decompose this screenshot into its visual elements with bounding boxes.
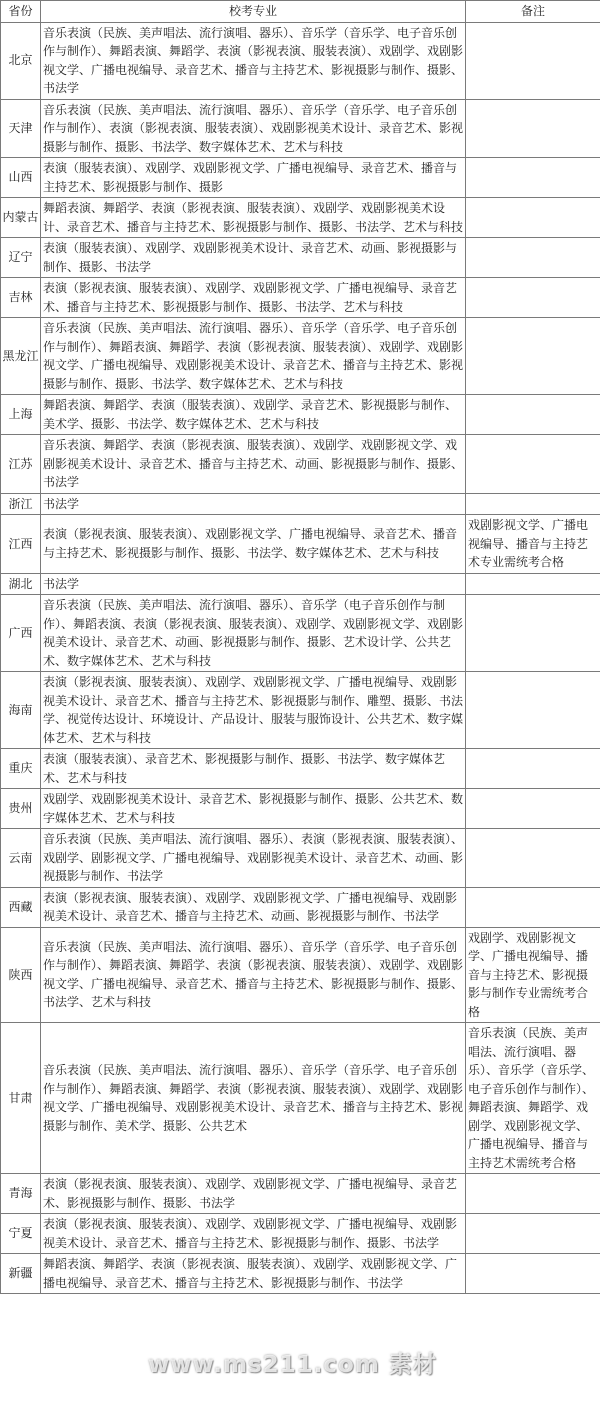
table-row: [1, 829, 600, 888]
province-cell: 宁夏: [1, 1214, 41, 1254]
table-row: [1, 99, 600, 158]
majors-cell: 书法学: [41, 573, 466, 595]
remarks-cell: [466, 1214, 600, 1254]
header-remarks: 备注: [466, 1, 600, 23]
majors-cell: 音乐表演（民族、美声唱法、流行演唱、器乐）、音乐学（音乐学、电子音乐创作与制作）、舞蹈表演、舞蹈学、表演（影视表演、服装表演）、戏剧学、戏剧影视文学、广播电视编导、戏剧影视美术设计、录音艺术、播音与主持艺术、影视摄影与制作、美术学、摄影、公共艺术: [41, 1023, 466, 1174]
province-cell: 陕西: [1, 927, 41, 1023]
table-row: [1, 927, 600, 1023]
province-cell: 天津: [1, 99, 41, 158]
remarks-cell: 戏剧学、戏剧影视文学、广播电视编导、播音与主持艺术、影视摄影与制作专业需统考合格: [466, 927, 600, 1023]
remarks-cell: [466, 435, 600, 494]
watermark: www.ms211.com 素材: [148, 1352, 437, 1378]
majors-cell: 舞蹈表演、舞蹈学、表演（影视表演、服装表演）、戏剧学、戏剧影视文学、广播电视编导、录音艺术、播音与主持艺术、影视摄影与制作、书法学: [41, 1254, 466, 1294]
remarks-cell: [466, 395, 600, 435]
remarks-cell: [466, 238, 600, 278]
province-cell: 山西: [1, 158, 41, 198]
header-province: 省份: [1, 1, 41, 23]
majors-cell: 舞蹈表演、舞蹈学、表演（服装表演）、戏剧学、录音艺术、影视摄影与制作、美术学、摄影、书法学、数字媒体艺术、艺术与科技: [41, 395, 466, 435]
table-row: [1, 395, 600, 435]
table-row: [1, 435, 600, 494]
majors-cell: 舞蹈表演、舞蹈学、表演（影视表演、服装表演）、戏剧学、戏剧影视美术设计、录音艺术、播音与主持艺术、影视摄影与制作、摄影、书法学、艺术与科技: [41, 198, 466, 238]
remarks-cell: [466, 99, 600, 158]
table-row: [1, 1254, 600, 1294]
majors-cell: 音乐表演（民族、美声唱法、流行演唱、器乐）、音乐学（音乐学、电子音乐创作与制作）、舞蹈表演、舞蹈学、表演（影视表演、服装表演）、戏剧学、戏剧影视文学、广播电视编导、录音艺术、播音与主持艺术、影视摄影与制作、摄影、书法学: [41, 22, 466, 99]
table-row: [1, 493, 600, 515]
majors-cell: 音乐表演（民族、美声唱法、流行演唱、器乐）、音乐学（音乐学、电子音乐创作与制作）、表演（影视表演、服装表演）、戏剧影视美术设计、录音艺术、影视摄影与制作、摄影、书法学、数字媒体艺术、艺术与科技: [41, 99, 466, 158]
table-row: [1, 749, 600, 789]
majors-cell: 音乐表演（民族、美声唱法、流行演唱、器乐）、表演（影视表演、服装表演）、戏剧学、剧影视文学、广播电视编导、戏剧影视美术设计、录音艺术、动画、影视摄影与制作、书法学: [41, 829, 466, 888]
province-cell: 重庆: [1, 749, 41, 789]
table-row: [1, 1214, 600, 1254]
remarks-cell: [466, 318, 600, 395]
majors-cell: 表演（影视表演、服装表演）、戏剧学、戏剧影视文学、广播电视编导、戏剧影视美术设计、录音艺术、播音与主持艺术、影视摄影与制作、雕塑、摄影、书法学、视觉传达设计、环境设计、产品设计、服装与服饰设计、公共艺术、数字媒体艺术、艺术与科技: [41, 672, 466, 749]
province-cell: 青海: [1, 1174, 41, 1214]
table-row: [1, 158, 600, 198]
remarks-cell: [466, 789, 600, 829]
remarks-cell: [466, 887, 600, 927]
province-cell: 辽宁: [1, 238, 41, 278]
table-body: [1, 22, 600, 1294]
remarks-cell: [466, 749, 600, 789]
table-row: [1, 198, 600, 238]
province-cell: 海南: [1, 672, 41, 749]
majors-cell: 表演（影视表演、服装表演）、戏剧学、戏剧影视文学、广播电视编导、戏剧影视美术设计、录音艺术、播音与主持艺术、动画、影视摄影与制作、书法学: [41, 887, 466, 927]
majors-cell: 表演（服装表演）、戏剧学、戏剧影视文学、广播电视编导、录音艺术、播音与主持艺术、影视摄影与制作、摄影: [41, 158, 466, 198]
province-cell: 广西: [1, 595, 41, 672]
majors-cell: 音乐表演（民族、美声唱法、流行演唱、器乐）、音乐学（电子音乐创作与制作）、舞蹈表演、表演（影视表演、服装表演）、戏剧学、戏剧影视文学、戏剧影视美术设计、录音艺术、动画、影视摄影与制作、摄影、艺术设计学、公共艺术、数字媒体艺术、艺术与科技: [41, 595, 466, 672]
province-cell: 上海: [1, 395, 41, 435]
province-cell: 甘肃: [1, 1023, 41, 1174]
province-cell: 江西: [1, 515, 41, 574]
table-row: [1, 789, 600, 829]
remarks-cell: [466, 1254, 600, 1294]
remarks-cell: [466, 595, 600, 672]
table-row: [1, 887, 600, 927]
province-cell: 西藏: [1, 887, 41, 927]
remarks-cell: [466, 1174, 600, 1214]
province-cell: 吉林: [1, 278, 41, 318]
province-cell: 新疆: [1, 1254, 41, 1294]
table-row: [1, 238, 600, 278]
province-cell: 贵州: [1, 789, 41, 829]
table-row: [1, 318, 600, 395]
remarks-cell: [466, 198, 600, 238]
remarks-cell: 戏剧影视文学、广播电视编导、播音与主持艺术专业需统考合格: [466, 515, 600, 574]
table-row: [1, 573, 600, 595]
majors-cell: 书法学: [41, 493, 466, 515]
province-cell: 云南: [1, 829, 41, 888]
majors-cell: 音乐表演（民族、美声唱法、流行演唱、器乐）、音乐学（音乐学、电子音乐创作与制作）、舞蹈表演、舞蹈学、表演（影视表演、服装表演）、戏剧学、戏剧影视文学、广播电视编导、戏剧影视美术设计、录音艺术、播音与主持艺术、影视摄影与制作、摄影、书法学、数字媒体艺术、艺术与科技: [41, 318, 466, 395]
majors-cell: 表演（服装表演）、戏剧学、戏剧影视美术设计、录音艺术、动画、影视摄影与制作、摄影、书法学: [41, 238, 466, 278]
remarks-cell: [466, 672, 600, 749]
table-row: [1, 1174, 600, 1214]
majors-cell: 表演（服装表演）、录音艺术、影视摄影与制作、摄影、书法学、数字媒体艺术、艺术与科技: [41, 749, 466, 789]
table-header-row: [1, 1, 600, 23]
province-cell: 北京: [1, 22, 41, 99]
majors-cell: 音乐表演（民族、美声唱法、流行演唱、器乐）、音乐学（音乐学、电子音乐创作与制作）、舞蹈表演、舞蹈学、表演（影视表演、服装表演）、戏剧学、戏剧影视文学、广播电视编导、录音艺术、播音与主持艺术、影视摄影与制作、摄影、书法学、艺术与科技: [41, 927, 466, 1023]
majors-cell: 表演（影视表演、服装表演）、戏剧学、戏剧影视文学、广播电视编导、录音艺术、播音与主持艺术、影视摄影与制作、摄影、书法学、艺术与科技: [41, 278, 466, 318]
remarks-cell: [466, 829, 600, 888]
majors-cell: 音乐表演、舞蹈学、表演（影视表演、服装表演）、戏剧学、戏剧影视文学、戏剧影视美术设计、录音艺术、播音与主持艺术、动画、影视摄影与制作、摄影、书法学: [41, 435, 466, 494]
table-row: [1, 595, 600, 672]
province-cell: 江苏: [1, 435, 41, 494]
remarks-cell: [466, 22, 600, 99]
majors-cell: 戏剧学、戏剧影视美术设计、录音艺术、影视摄影与制作、摄影、公共艺术、数字媒体艺术、艺术与科技: [41, 789, 466, 829]
majors-cell: 表演（影视表演、服装表演）、戏剧影视文学、广播电视编导、录音艺术、播音与主持艺术、影视摄影与制作、摄影、书法学、数字媒体艺术、艺术与科技: [41, 515, 466, 574]
table-row: [1, 22, 600, 99]
remarks-cell: [466, 573, 600, 595]
remarks-cell: [466, 158, 600, 198]
table-row: [1, 672, 600, 749]
remarks-cell: [466, 493, 600, 515]
remarks-cell: 音乐表演（民族、美声唱法、流行演唱、器乐）、音乐学（音乐学、电子音乐创作与制作）、舞蹈表演、舞蹈学、戏剧学、戏剧影视文学、广播电视编导、播音与主持艺术需统考合格: [466, 1023, 600, 1174]
province-cell: 浙江: [1, 493, 41, 515]
majors-cell: 表演（影视表演、服装表演）、戏剧学、戏剧影视文学、广播电视编导、录音艺术、影视摄影与制作、摄影、书法学: [41, 1174, 466, 1214]
remarks-cell: [466, 278, 600, 318]
table-row: [1, 1023, 600, 1174]
header-majors: 校考专业: [41, 1, 466, 23]
table-row: [1, 515, 600, 574]
province-cell: 黑龙江: [1, 318, 41, 395]
province-cell: 内蒙古: [1, 198, 41, 238]
table-row: [1, 278, 600, 318]
province-cell: 湖北: [1, 573, 41, 595]
majors-cell: 表演（影视表演、服装表演）、戏剧学、戏剧影视文学、广播电视编导、戏剧影视美术设计、录音艺术、播音与主持艺术、影视摄影与制作、摄影、书法学: [41, 1214, 466, 1254]
